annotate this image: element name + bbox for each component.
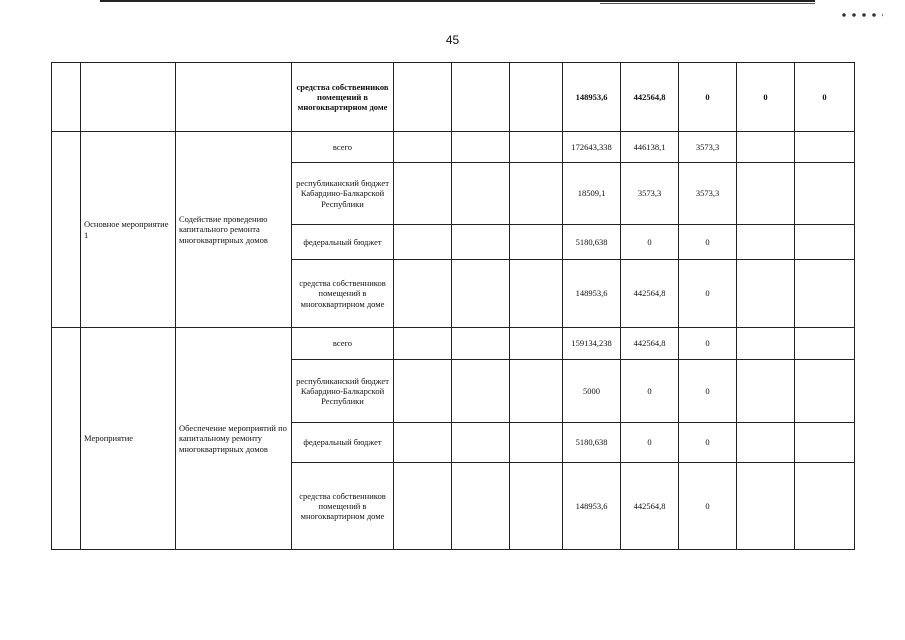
amount-cell: [795, 360, 855, 423]
amount-cell: 18509,1: [563, 163, 621, 225]
amount-cell: 5000: [563, 360, 621, 423]
amount-cell: [795, 225, 855, 260]
amount-cell: 442564,8: [621, 63, 679, 132]
amount-cell: 3573,3: [679, 163, 737, 225]
funding-source-cell: республиканский бюджет Кабардино-Балкарской Республики: [292, 360, 394, 423]
amount-cell: 159134,238: [563, 328, 621, 360]
amount-cell: 442564,8: [621, 463, 679, 550]
scan-edge-line: [100, 0, 815, 2]
empty-cell: [452, 163, 510, 225]
empty-cell: [394, 328, 452, 360]
name-cell: [176, 63, 292, 132]
budget-table: [51, 62, 855, 550]
empty-cell: [452, 260, 510, 328]
amount-cell: 0: [679, 225, 737, 260]
funding-source-cell: всего: [292, 328, 394, 360]
amount-cell: 3573,3: [679, 132, 737, 163]
page-number: 45: [445, 33, 460, 47]
empty-cell: [510, 132, 563, 163]
amount-cell: 442564,8: [621, 260, 679, 328]
funding-source-cell: федеральный бюджет: [292, 423, 394, 463]
amount-cell: [795, 163, 855, 225]
amount-cell: [737, 163, 795, 225]
empty-cell: [510, 423, 563, 463]
empty-cell: [394, 132, 452, 163]
amount-cell: 0: [679, 63, 737, 132]
empty-cell: [510, 163, 563, 225]
amount-cell: 0: [679, 360, 737, 423]
empty-cell: [394, 423, 452, 463]
amount-cell: 0: [679, 260, 737, 328]
funding-source-cell: республиканский бюджет Кабардино-Балкарской Республики: [292, 163, 394, 225]
empty-cell: [452, 463, 510, 550]
index-cell: [52, 63, 81, 132]
amount-cell: 0: [679, 463, 737, 550]
amount-cell: [737, 225, 795, 260]
amount-cell: 148953,6: [563, 260, 621, 328]
funding-source-cell: средства собственников помещений в многоквартирном доме: [292, 63, 394, 132]
empty-cell: [510, 63, 563, 132]
amount-cell: 148953,6: [563, 63, 621, 132]
empty-cell: [510, 360, 563, 423]
empty-cell: [394, 63, 452, 132]
empty-cell: [394, 463, 452, 550]
amount-cell: 0: [679, 328, 737, 360]
amount-cell: [795, 132, 855, 163]
funding-source-cell: всего: [292, 132, 394, 163]
status-cell: Мероприятие: [81, 328, 176, 550]
scan-edge-line-secondary: [600, 3, 815, 4]
empty-cell: [394, 225, 452, 260]
amount-cell: [737, 463, 795, 550]
amount-cell: 148953,6: [563, 463, 621, 550]
amount-cell: 0: [679, 423, 737, 463]
amount-cell: 3573,3: [621, 163, 679, 225]
amount-cell: 172643,338: [563, 132, 621, 163]
table-row: [52, 328, 855, 360]
empty-cell: [452, 360, 510, 423]
amount-cell: [737, 360, 795, 423]
amount-cell: [795, 423, 855, 463]
amount-cell: 0: [621, 360, 679, 423]
status-cell: Основное мероприятие 1: [81, 132, 176, 328]
empty-cell: [394, 260, 452, 328]
amount-cell: [795, 463, 855, 550]
amount-cell: 0: [621, 225, 679, 260]
empty-cell: [452, 328, 510, 360]
amount-cell: 5180,638: [563, 225, 621, 260]
empty-cell: [510, 260, 563, 328]
empty-cell: [510, 463, 563, 550]
empty-cell: [452, 225, 510, 260]
table-row: [52, 63, 855, 132]
empty-cell: [452, 63, 510, 132]
index-cell: [52, 132, 81, 328]
empty-cell: [510, 225, 563, 260]
amount-cell: 0: [795, 63, 855, 132]
scan-corner-mark: [839, 12, 883, 18]
empty-cell: [394, 163, 452, 225]
empty-cell: [452, 423, 510, 463]
table-row: [52, 132, 855, 163]
name-cell: Обеспечение мероприятий по капитальному ремонту многоквартирных домов: [176, 328, 292, 550]
status-cell: [81, 63, 176, 132]
funding-source-cell: средства собственников помещений в многоквартирном доме: [292, 463, 394, 550]
index-cell: [52, 328, 81, 550]
amount-cell: [737, 328, 795, 360]
amount-cell: 0: [737, 63, 795, 132]
amount-cell: [737, 423, 795, 463]
amount-cell: 5180,638: [563, 423, 621, 463]
amount-cell: 442564,8: [621, 328, 679, 360]
amount-cell: 0: [621, 423, 679, 463]
amount-cell: [737, 260, 795, 328]
empty-cell: [452, 132, 510, 163]
funding-source-cell: средства собственников помещений в многоквартирном доме: [292, 260, 394, 328]
name-cell: Содействие проведению капитального ремонта многоквартирных домов: [176, 132, 292, 328]
amount-cell: [795, 260, 855, 328]
amount-cell: 446138,1: [621, 132, 679, 163]
funding-source-cell: федеральный бюджет: [292, 225, 394, 260]
amount-cell: [737, 132, 795, 163]
amount-cell: [795, 328, 855, 360]
empty-cell: [394, 360, 452, 423]
empty-cell: [510, 328, 563, 360]
